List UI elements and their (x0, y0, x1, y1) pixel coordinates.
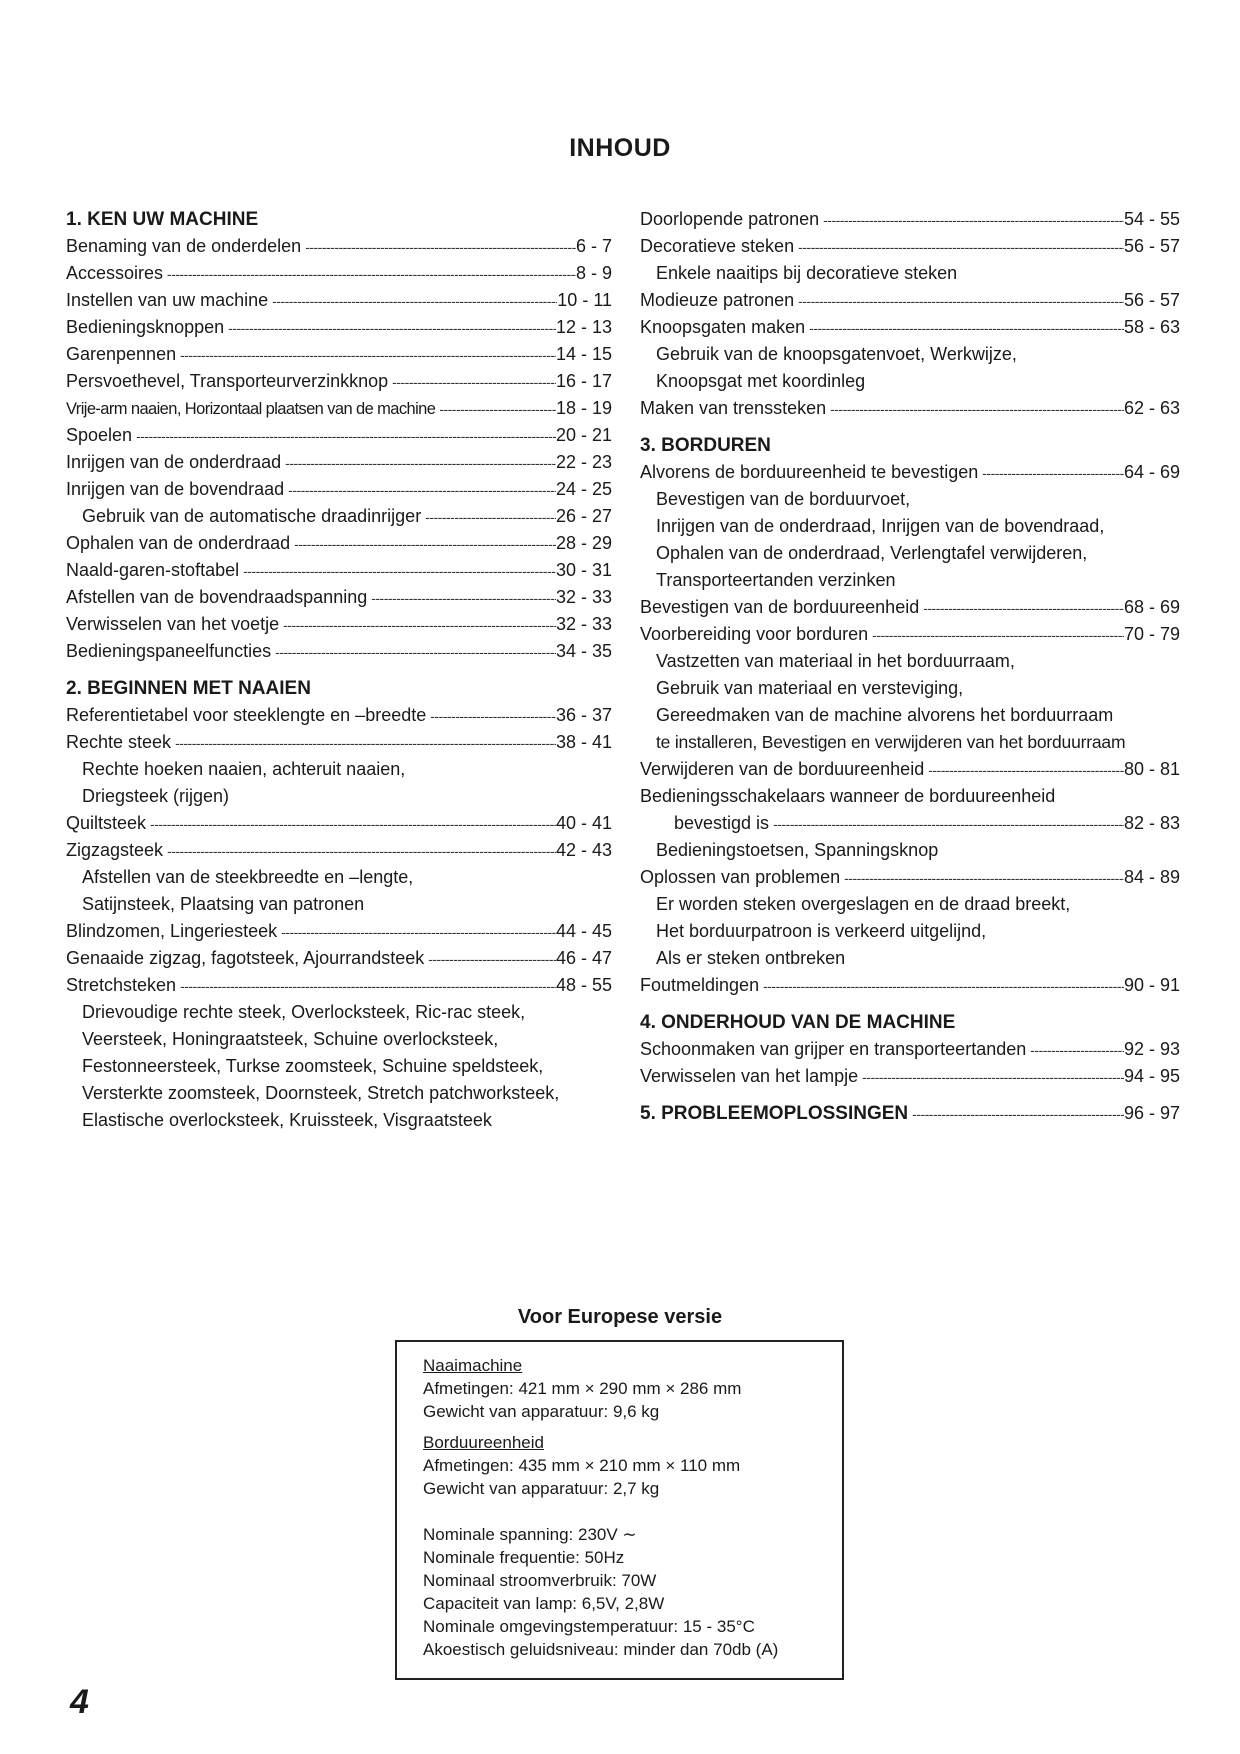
toc-entry[interactable]: Verwijderen van de borduureenheid ----- 80 - 81 (640, 756, 1180, 783)
toc-entry[interactable]: Referentietabel voor steeklengte en –breedte ----- 36 - 37 (66, 702, 612, 729)
toc-entry[interactable]: 5. PROBLEEMOPLOSSINGEN ----- 96 - 97 (640, 1100, 1180, 1127)
toc-left-column (66, 206, 612, 1134)
toc-right-column (640, 206, 1180, 1127)
section-heading: 2. BEGINNEN MET NAAIEN (66, 678, 311, 699)
toc-subentry: Festonneersteek, Turkse zoomsteek, Schuine speldsteek, (82, 1056, 544, 1076)
toc-subentry: Afstellen van de steekbreedte en –lengte, (82, 867, 414, 887)
toc-entry[interactable]: Bedieningsknoppen ----- 12 - 13 (66, 314, 612, 341)
toc-subentry: Versterkte zoomsteek, Doornsteek, Stretch patchworksteek, (82, 1083, 560, 1103)
spec-embroidery-dims: Afmetingen: 435 mm × 210 mm × 110 mm (423, 1456, 741, 1475)
toc-entry[interactable]: Persvoethevel, Transporteurverzinkknop ----- 16 - 17 (66, 368, 612, 395)
spec-temperature: Nominale omgevingstemperatuur: 15 - 35°C (423, 1617, 755, 1636)
section-heading: 3. BORDUREN (640, 435, 771, 456)
spec-noise: Akoestisch geluidsniveau: minder dan 70db (A) (423, 1640, 779, 1659)
toc-entry[interactable]: Spoelen ----- 20 - 21 (66, 422, 612, 449)
spec-machine-dims: Afmetingen: 421 mm × 290 mm × 286 mm (423, 1379, 742, 1398)
toc-entry[interactable]: Quiltsteek ----- 40 - 41 (66, 810, 612, 837)
spec-heading: Voor Europese versie (517, 1306, 723, 1328)
spec-frequency: Nominale frequentie: 50Hz (423, 1548, 625, 1567)
toc-entry[interactable]: Stretchsteken ----- 48 - 55 (66, 972, 612, 999)
toc-entry[interactable]: Gebruik van de automatische draadinrijger ----- 26 - 27 (66, 503, 612, 530)
toc-entry[interactable]: Knoopsgaten maken ----- 58 - 63 (640, 314, 1180, 341)
page-number: 4 (70, 1683, 89, 1721)
toc-subentry: Satijnsteek, Plaatsing van patronen (82, 894, 365, 914)
toc-subentry: Gereedmaken van de machine alvorens het borduurraam (656, 705, 1114, 725)
spec-power: Nominaal stroomverbruik: 70W (423, 1571, 657, 1590)
toc-entry[interactable]: Bedieningspaneelfuncties ----- 34 - 35 (66, 638, 612, 665)
toc-entry[interactable]: Voorbereiding voor borduren ----- 70 - 79 (640, 621, 1180, 648)
toc-subentry: Er worden steken overgeslagen en de draad breekt, (656, 894, 1071, 914)
spec-box (395, 1340, 844, 1680)
toc-subentry: Inrijgen van de onderdraad, Inrijgen van de bovendraad, (656, 516, 1105, 536)
toc-entry[interactable]: Garenpennen ----- 14 - 15 (66, 341, 612, 368)
toc-subentry: Het borduurpatroon is verkeerd uitgelijnd, (656, 921, 987, 941)
toc-entry[interactable]: Blindzomen, Lingeriesteek ----- 44 - 45 (66, 918, 612, 945)
toc-entry[interactable]: Rechte steek ----- 38 - 41 (66, 729, 612, 756)
toc-entry[interactable]: Verwisselen van het lampje ----- 94 - 95 (640, 1063, 1180, 1090)
toc-subentry: Rechte hoeken naaien, achteruit naaien, (82, 759, 406, 779)
toc-entry[interactable]: Benaming van de onderdelen ----- 6 - 7 (66, 233, 612, 260)
toc-subentry: Ophalen van de onderdraad, Verlengtafel verwijderen, (656, 543, 1088, 563)
toc-entry[interactable]: Zigzagsteek ----- 42 - 43 (66, 837, 612, 864)
toc-entry[interactable]: Accessoires ----- 8 - 9 (66, 260, 612, 287)
toc-subentry: Enkele naaitips bij decoratieve steken (656, 263, 958, 283)
toc-subentry: Vastzetten van materiaal in het borduurraam, (656, 651, 1015, 671)
toc-subentry: Driegsteek (rijgen) (82, 786, 230, 806)
spec-embroidery-weight: Gewicht van apparatuur: 2,7 kg (423, 1479, 660, 1498)
toc-entry[interactable]: Vrije-arm naaien, Horizontaal plaatsen van de machine ----- 18 - 19 (66, 395, 612, 422)
toc-subentry: Gebruik van de knoopsgatenvoet, Werkwijze, (656, 344, 1017, 364)
toc-entry[interactable]: Inrijgen van de onderdraad ----- 22 - 23 (66, 449, 612, 476)
toc-subentry: Veersteek, Honingraatsteek, Schuine overlocksteek, (82, 1029, 499, 1049)
spec-embroidery-label: Borduureenheid (423, 1433, 544, 1452)
toc-entry[interactable]: Afstellen van de bovendraadspanning ----- 32 - 33 (66, 584, 612, 611)
toc-entry[interactable]: Modieuze patronen ----- 56 - 57 (640, 287, 1180, 314)
toc-subentry: te installeren, Bevestigen en verwijderen van het borduurraam (656, 732, 1126, 752)
section-heading: 4. ONDERHOUD VAN DE MACHINE (640, 1012, 956, 1033)
toc-subentry: Gebruik van materiaal en versteviging, (656, 678, 964, 698)
toc-subentry: Transporteertanden verzinken (656, 570, 896, 590)
toc-subentry: Bedieningsschakelaars wanneer de borduureenheid (640, 786, 1056, 806)
toc-entry[interactable]: Maken van trenssteken ----- 62 - 63 (640, 395, 1180, 422)
toc-entry[interactable]: Inrijgen van de bovendraad ----- 24 - 25 (66, 476, 612, 503)
toc-subentry: Als er steken ontbreken (656, 948, 846, 968)
toc-entry[interactable]: bevestigd is ----- 82 - 83 (640, 810, 1180, 837)
spec-machine-label: Naaimachine (423, 1356, 523, 1375)
toc-subentry: Bevestigen van de borduurvoet, (656, 489, 911, 509)
page-title: INHOUD (569, 134, 671, 162)
toc-entry[interactable]: Instellen van uw machine ----- 10 - 11 (66, 287, 612, 314)
toc-entry[interactable]: Bevestigen van de borduureenheid ----- 68 - 69 (640, 594, 1180, 621)
toc-entry[interactable]: Ophalen van de onderdraad ----- 28 - 29 (66, 530, 612, 557)
toc-entry[interactable]: Naald-garen-stoftabel ----- 30 - 31 (66, 557, 612, 584)
toc-entry[interactable]: Doorlopende patronen ----- 54 - 55 (640, 206, 1180, 233)
toc-entry[interactable]: Verwisselen van het voetje ----- 32 - 33 (66, 611, 612, 638)
toc-subentry: Drievoudige rechte steek, Overlocksteek, Ric-rac steek, (82, 1002, 526, 1022)
toc-subentry: Bedieningstoetsen, Spanningsknop (656, 840, 939, 860)
toc-subentry: Knoopsgat met koordinleg (656, 371, 866, 391)
toc-subentry: Elastische overlocksteek, Kruissteek, Visgraatsteek (82, 1110, 492, 1130)
spec-machine-weight: Gewicht van apparatuur: 9,6 kg (423, 1402, 660, 1421)
toc-entry[interactable]: Genaaide zigzag, fagotsteek, Ajourrandsteek ----- 46 - 47 (66, 945, 612, 972)
toc-entry[interactable]: Decoratieve steken ----- 56 - 57 (640, 233, 1180, 260)
toc-entry[interactable]: Oplossen van problemen ----- 84 - 89 (640, 864, 1180, 891)
spec-lamp: Capaciteit van lamp: 6,5V, 2,8W (423, 1594, 665, 1613)
spec-voltage: Nominale spanning: 230V ∼ (423, 1525, 637, 1544)
toc-entry[interactable]: Schoonmaken van grijper en transporteertanden ----- 92 - 93 (640, 1036, 1180, 1063)
toc-entry[interactable]: Foutmeldingen ----- 90 - 91 (640, 972, 1180, 999)
toc-entry[interactable]: Alvorens de borduureenheid te bevestigen ----- 64 - 69 (640, 459, 1180, 486)
section-heading: 1. KEN UW MACHINE (66, 209, 259, 230)
